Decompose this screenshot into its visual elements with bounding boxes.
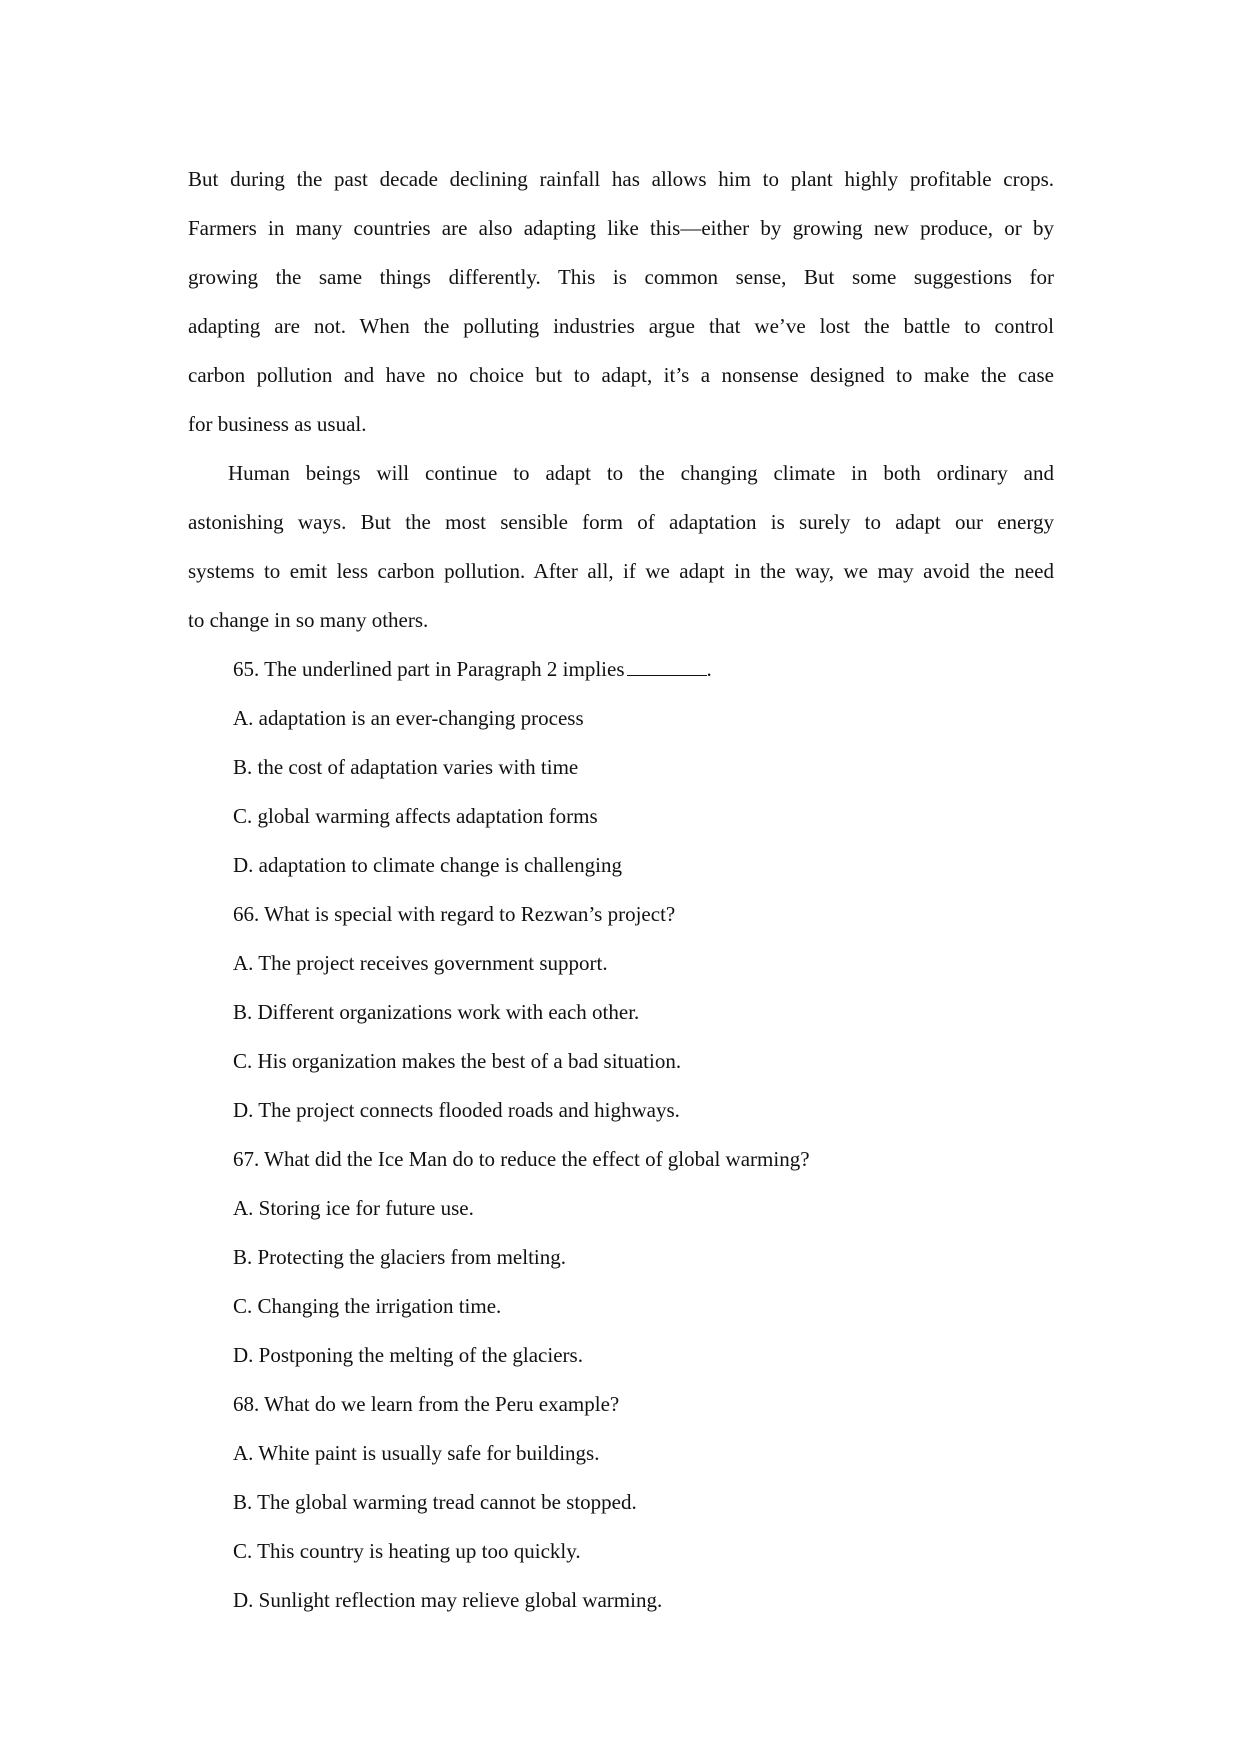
answer-option: A. adaptation is an ever-changing process (233, 706, 584, 730)
answer-option: D. Postponing the melting of the glaciers. (233, 1343, 583, 1367)
question-67 (188, 1135, 1054, 1380)
paragraph-line: adapting are not. When the polluting industries argue that we’ve lost the battle to control (188, 314, 1054, 338)
answer-option: C. His organization makes the best of a bad situation. (233, 1049, 682, 1073)
question-stem: 68. What do we learn from the Peru example? (233, 1392, 620, 1416)
paragraph-line: carbon pollution and have no choice but to adapt, it’s a nonsense designed to make the case (188, 363, 1054, 387)
question-stem-suffix: . (706, 657, 712, 681)
paragraph-adapting-crops (188, 155, 1054, 449)
question-stem: 67. What did the Ice Man do to reduce the effect of global warming? (233, 1147, 810, 1171)
answer-option: B. Different organizations work with each other. (233, 1000, 640, 1024)
paragraph-line: astonishing ways. But the most sensible form of adaptation is surely to adapt our energy (188, 510, 1054, 534)
answer-option: D. adaptation to climate change is challenging (233, 853, 622, 877)
answer-option: B. Protecting the glaciers from melting. (233, 1245, 567, 1269)
question-stem: 66. What is special with regard to Rezwan’s project? (233, 902, 676, 926)
answer-option: C. This country is heating up too quickly. (233, 1539, 581, 1563)
question-65 (188, 645, 1054, 890)
paragraph-line: systems to emit less carbon pollution. After all, if we adapt in the way, we may avoid the need (188, 559, 1054, 583)
question-68 (188, 1380, 1054, 1625)
paragraph-line: to change in so many others. (188, 608, 429, 632)
paragraph-line: But during the past decade declining rainfall has allows him to plant highly profitable crops. (188, 167, 1054, 191)
answer-option: B. The global warming tread cannot be stopped. (233, 1490, 637, 1514)
answer-option: C. Changing the irrigation time. (233, 1294, 502, 1318)
answer-option: D. The project connects flooded roads and highways. (233, 1098, 680, 1122)
answer-option: A. The project receives government support. (233, 951, 608, 975)
question-stem-text: 65. The underlined part in Paragraph 2 implies (233, 657, 625, 681)
paragraph-line: for business as usual. (188, 412, 367, 436)
paragraph-line: Human beings will continue to adapt to the changing climate in both ordinary and (228, 461, 1054, 485)
question-66 (188, 890, 1054, 1135)
answer-option: D. Sunlight reflection may relieve global warming. (233, 1588, 663, 1612)
paragraph-line: Farmers in many countries are also adapting like this—either by growing new produce, or by (188, 216, 1054, 240)
answer-option: B. the cost of adaptation varies with time (233, 755, 579, 779)
paragraph-line: growing the same things differently. This is common sense, But some suggestions for (188, 265, 1054, 289)
answer-option: A. White paint is usually safe for buildings. (233, 1441, 600, 1465)
answer-option: C. global warming affects adaptation forms (233, 804, 598, 828)
page-content (188, 155, 1054, 1625)
answer-option: A. Storing ice for future use. (233, 1196, 474, 1220)
answer-blank (627, 656, 707, 676)
question-stem (233, 645, 1054, 694)
paragraph-human-adaptation (188, 449, 1054, 645)
